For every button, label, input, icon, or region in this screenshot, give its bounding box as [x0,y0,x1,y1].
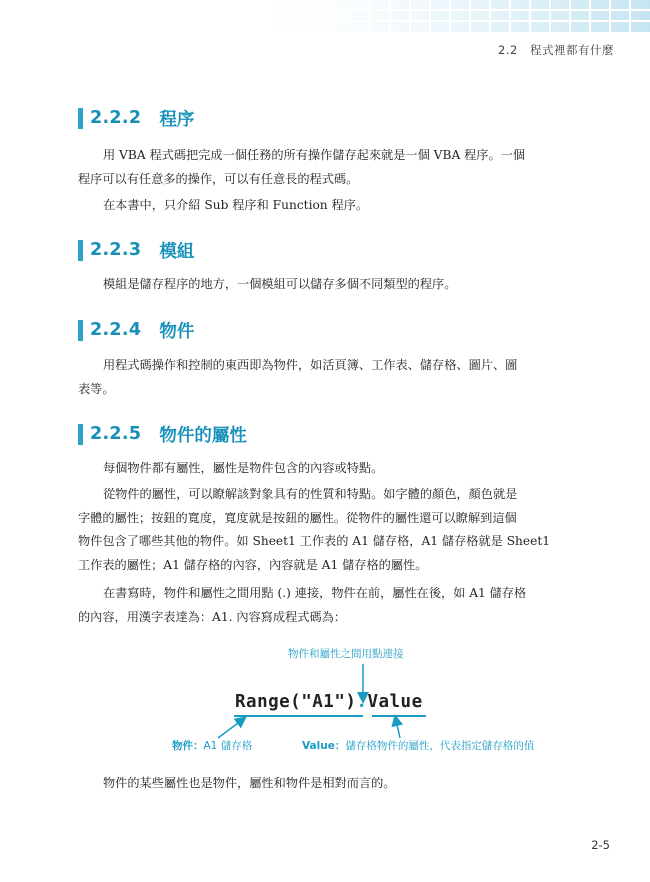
paragraph-line: 用 VBA 程式碼把完成一個任務的所有操作儲存起來就是一個 VBA 程序。一個 [103,148,526,162]
paragraph-line: 用程式碼操作和控制的東西即為物件，如活頁簿、工作表、儲存格、圖片、圖 [103,358,518,372]
object-callout [172,738,252,753]
callout-right-arrow [396,720,400,738]
paragraph [78,582,586,629]
section-title: 物件的屬性 [159,425,247,446]
paragraph-line: 表等。 [78,381,115,396]
running-header [498,42,614,58]
heading-bar [78,240,83,261]
section-heading-2-2-5 [78,422,588,446]
object-callout-value: A1 儲存格 [203,740,253,752]
property-callout-value: 儲存格物件的屬性，代表指定儲存格的值 [345,740,535,752]
section-number: 2.2.5 [90,424,142,444]
code-property: Value [367,692,423,712]
running-header-section-number: 2.2 [498,43,518,57]
paragraph [78,772,586,796]
code-object: Range("A1") [235,692,357,712]
heading-bar [78,424,83,445]
paragraph-line: 字體的屬性；按鈕的寬度，寬度就是按鈕的屬性。從物件的屬性還可以瞭解到這個 [78,510,517,525]
section-title: 物件 [159,321,195,342]
callout-left-arrow [218,720,242,738]
paragraph-line: 物件包含了哪些其他的物件。如 Sheet1 工作表的 A1 儲存格，A1 儲存格就是 Sheet1 [78,534,550,548]
section-heading-2-2-2 [78,106,588,130]
section-heading-2-2-4 [78,318,588,342]
section-title: 程序 [159,109,195,130]
heading-bar [78,108,83,129]
property-callout-label: Value： [302,740,346,752]
running-header-section-title: 程式裡都有什麼 [530,43,614,57]
section-number: 2.2.2 [90,108,142,128]
paragraph [78,273,586,297]
paragraph-line: 的內容，用漢字表達為：A1. 內容寫成程式碼為： [78,609,347,624]
paragraph-line: 在本書中，只介紹 Sub 程序和 Function 程序。 [103,198,369,212]
paragraph [78,144,586,191]
paragraph [78,457,586,481]
paragraph [78,483,586,577]
paragraph-line: 每個物件都有屬性，屬性是物件包含的內容或特點。 [103,461,384,475]
paragraph-line: 從物件的屬性，可以瞭解該對象具有的性質和特點。如字體的顏色，顏色就是 [103,487,518,501]
dot-connector-callout: 物件和屬性之間用點連接 [288,648,404,660]
section-title: 模組 [159,241,195,262]
header-decoration [230,0,650,40]
object-callout-label: 物件： [172,740,204,752]
code-dot: . [356,692,368,712]
property-callout [302,738,534,753]
paragraph-line: 模組是儲存程序的地方，一個模組可以儲存多個不同類型的程序。 [103,277,457,291]
section-number: 2.2.4 [90,320,142,340]
heading-bar [78,320,83,341]
section-heading-2-2-3 [78,238,588,262]
code-sample [235,692,423,712]
paragraph-line: 在書寫時，物件和屬性之間用點 (.) 連接，物件在前，屬性在後，如 A1 儲存格 [103,586,527,600]
object-property-diagram [150,640,590,760]
paragraph-line: 工作表的屬性；A1 儲存格的內容，內容就是 A1 儲存格的屬性。 [78,557,428,572]
section-number: 2.2.3 [90,240,142,260]
paragraph [78,354,586,401]
paragraph [78,194,586,218]
paragraph-line: 程序可以有任意多的操作，可以有任意長的程式碼。 [78,171,359,186]
page-number: 2-5 [591,838,610,852]
paragraph-line: 物件的某些屬性也是物件，屬性和物件是相對而言的。 [103,776,396,790]
